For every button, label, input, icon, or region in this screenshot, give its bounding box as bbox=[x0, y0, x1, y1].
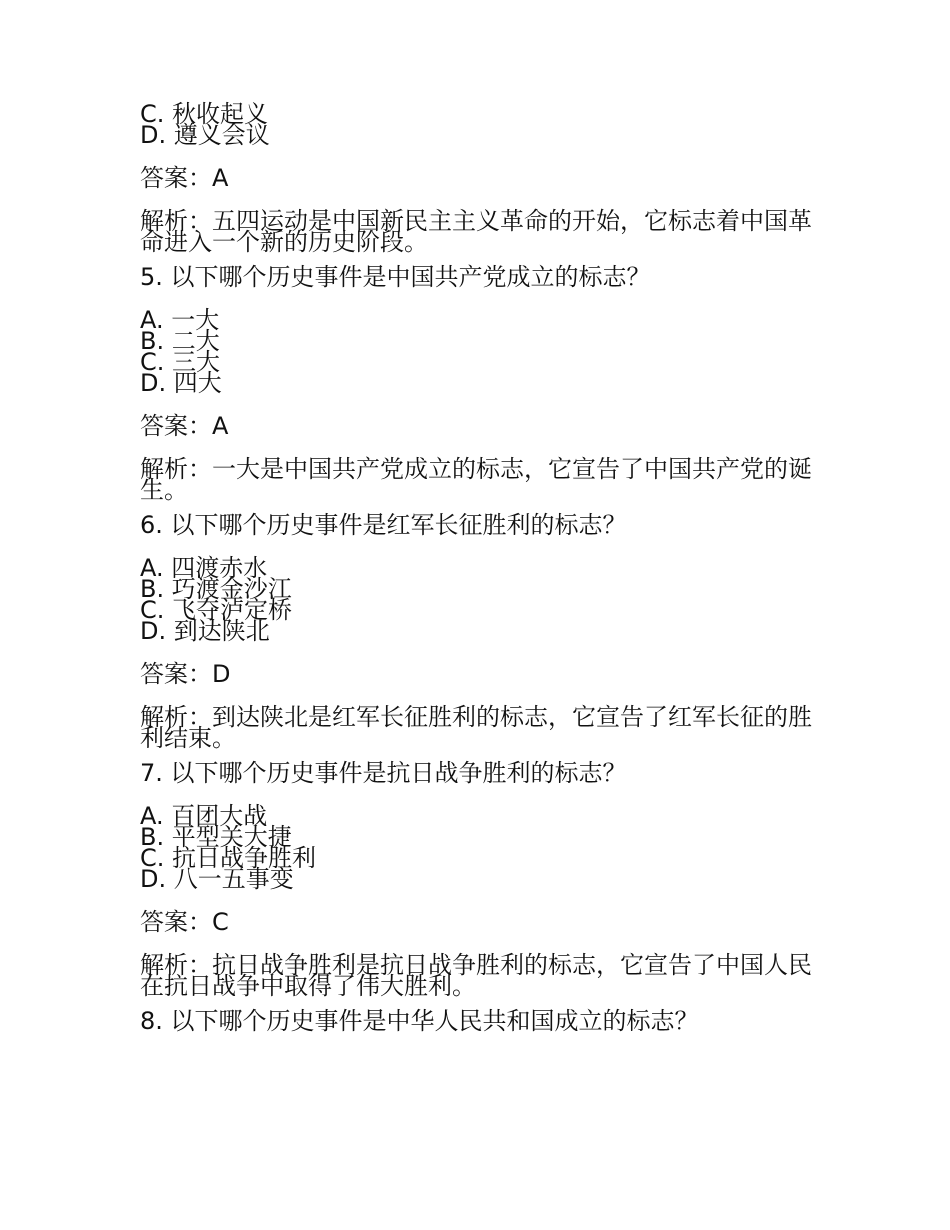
document-page bbox=[140, 100, 820, 1035]
analysis: 解析：抗日战争胜利是抗日战争胜利的标志，它宣告了中国人民在抗日战争中取得了伟大胜利。 bbox=[140, 951, 812, 1000]
analysis: 解析：五四运动是中国新民主主义革命的开始，它标志着中国革命进入一个新的历史阶段。 bbox=[140, 207, 812, 256]
question-6 bbox=[140, 511, 820, 752]
question-4-tail bbox=[140, 100, 820, 256]
option-d: D. 到达陕北 bbox=[140, 617, 270, 645]
option-c: C. 秋收起义 bbox=[140, 100, 269, 128]
analysis: 解析：一大是中国共产党成立的标志，它宣告了中国共产党的诞生。 bbox=[140, 455, 812, 504]
option-d: D. 遵义会议 bbox=[140, 121, 270, 149]
question-5 bbox=[140, 263, 820, 504]
option-c: C. 抗日战争胜利 bbox=[140, 844, 317, 872]
option-d: D. 八一五事变 bbox=[140, 865, 294, 893]
question-text: 8. 以下哪个历史事件是中华人民共和国成立的标志？ bbox=[140, 1007, 699, 1035]
option-b: B. 二大 bbox=[140, 327, 220, 355]
option-b: B. 巧渡金沙江 bbox=[140, 575, 292, 603]
answer: 答案：C bbox=[140, 908, 229, 936]
option-b: B. 平型关大捷 bbox=[140, 823, 292, 851]
option-d: D. 四大 bbox=[140, 369, 222, 397]
option-a: A. 一大 bbox=[140, 306, 220, 334]
question-text: 7. 以下哪个历史事件是抗日战争胜利的标志？ bbox=[140, 759, 627, 787]
option-c: C. 飞夺泸定桥 bbox=[140, 596, 293, 624]
question-text: 6. 以下哪个历史事件是红军长征胜利的标志？ bbox=[140, 511, 627, 539]
analysis: 解析：到达陕北是红军长征胜利的标志，它宣告了红军长征的胜利结束。 bbox=[140, 703, 812, 752]
option-a: A. 四渡赤水 bbox=[140, 554, 268, 582]
option-a: A. 百团大战 bbox=[140, 802, 268, 830]
option-c: C. 三大 bbox=[140, 348, 221, 376]
question-8 bbox=[140, 1007, 820, 1035]
question-text: 5. 以下哪个历史事件是中国共产党成立的标志？ bbox=[140, 263, 651, 291]
answer: 答案：A bbox=[140, 412, 229, 440]
question-7 bbox=[140, 759, 820, 1000]
answer: 答案：A bbox=[140, 164, 229, 192]
answer: 答案：D bbox=[140, 660, 231, 688]
